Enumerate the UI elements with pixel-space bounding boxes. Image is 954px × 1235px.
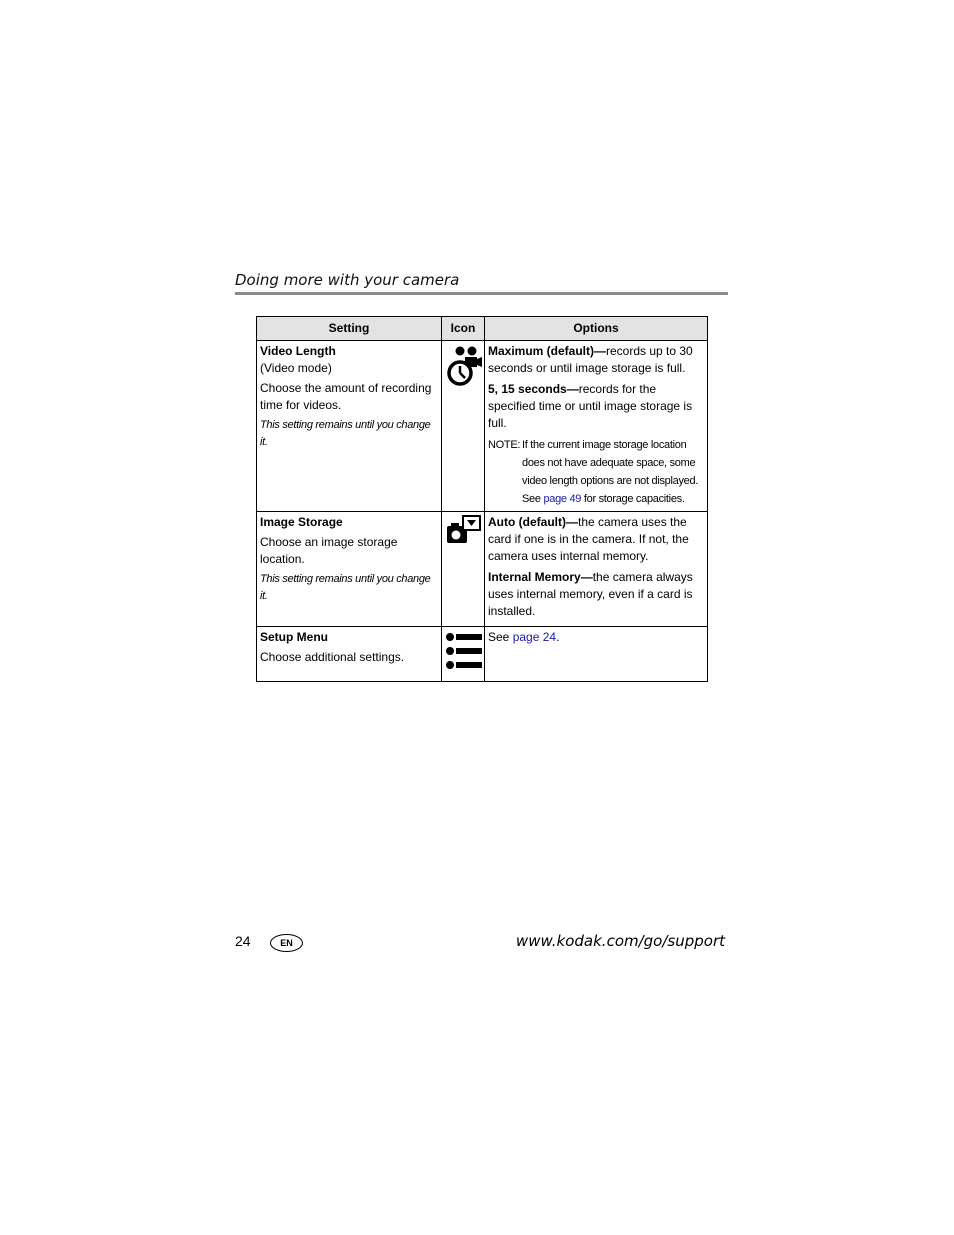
options-cell bbox=[485, 512, 708, 627]
header-options: Options bbox=[485, 317, 708, 341]
setting-note: This setting remains until you change it. bbox=[260, 573, 431, 602]
support-url[interactable]: www.kodak.com/go/support bbox=[515, 932, 725, 950]
option-label: Internal Memory— bbox=[488, 570, 593, 584]
setting-cell bbox=[257, 341, 442, 512]
option-text: records for the specified time or until image storage is full. bbox=[488, 382, 693, 430]
setting-note: This setting remains until you change it. bbox=[260, 419, 431, 448]
option-text: the camera uses the card if one is in the camera. If not, the camera uses internal memory. bbox=[488, 515, 689, 563]
setting-description: Choose the amount of recording time for videos. bbox=[260, 381, 432, 412]
options-cell bbox=[485, 341, 708, 512]
option-label: Auto (default)— bbox=[488, 515, 578, 529]
note-after: for storage capacities. bbox=[583, 493, 685, 505]
option-5-15-seconds bbox=[488, 381, 704, 432]
header-setting: Setting bbox=[257, 317, 442, 341]
table-header-row bbox=[257, 317, 708, 341]
settings-table bbox=[256, 316, 708, 682]
page-24-link[interactable]: page 24 bbox=[512, 630, 557, 644]
option-internal-memory bbox=[488, 569, 704, 620]
icon-cell bbox=[442, 512, 485, 627]
header-icon: Icon bbox=[442, 317, 485, 341]
setting-name: Image Storage bbox=[260, 515, 343, 529]
note-label: NOTE: bbox=[488, 439, 521, 451]
setting-name: Video Length bbox=[260, 344, 336, 358]
option-label: 5, 15 seconds— bbox=[488, 382, 579, 396]
setting-description: Choose additional settings. bbox=[260, 650, 405, 664]
options-after: . bbox=[556, 630, 560, 644]
setting-description: Choose an image storage location. bbox=[260, 535, 398, 566]
video-length-icon bbox=[445, 343, 481, 389]
image-storage-icon bbox=[445, 514, 481, 546]
page-number: 24 bbox=[235, 933, 251, 949]
option-auto bbox=[488, 514, 704, 565]
storage-note bbox=[488, 436, 704, 508]
option-text: the camera always uses internal memory, even if a card is installed. bbox=[488, 570, 693, 618]
option-text: records up to 30 seconds or until image storage is full. bbox=[488, 344, 693, 375]
language-badge: EN bbox=[270, 934, 303, 952]
note-text: If the current image storage location does not have adequate space, some video length options are not displayed. bbox=[522, 439, 699, 487]
option-maximum bbox=[488, 343, 704, 377]
setting-name: Setup Menu bbox=[260, 630, 328, 644]
page-49-link[interactable]: page 49 bbox=[543, 493, 582, 505]
note-see: See bbox=[522, 493, 541, 505]
setting-cell bbox=[257, 627, 442, 682]
section-title: Doing more with your camera bbox=[235, 271, 460, 289]
options-cell bbox=[485, 627, 708, 682]
section-divider bbox=[235, 292, 728, 295]
icon-cell bbox=[442, 627, 485, 682]
icon-cell bbox=[442, 341, 485, 512]
options-see: See bbox=[488, 630, 510, 644]
table-row-setup-menu bbox=[257, 627, 708, 682]
setup-menu-icon bbox=[445, 629, 481, 671]
setting-subtitle: (Video mode) bbox=[260, 361, 332, 375]
option-label: Maximum (default)— bbox=[488, 344, 607, 358]
table-row-image-storage bbox=[257, 512, 708, 627]
setting-cell bbox=[257, 512, 442, 627]
table-row-video-length bbox=[257, 341, 708, 512]
